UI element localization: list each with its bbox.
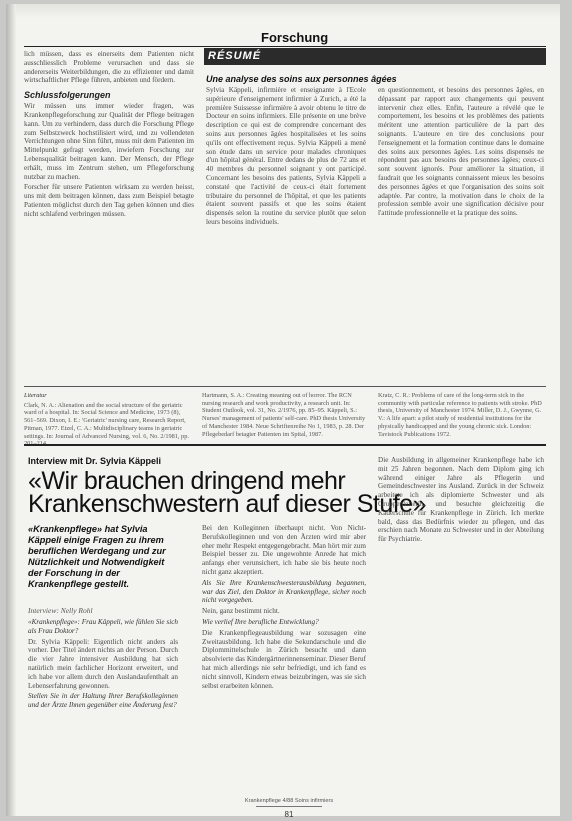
- article-left-column: [24, 50, 194, 380]
- section-title: Forschung: [261, 30, 329, 45]
- references-column-3: [378, 392, 544, 438]
- references-column-2: [202, 392, 366, 438]
- article-paragraph: Wir müssen uns immer wieder fragen, was Krankenpflegeforschung zur Qualität der Pflege beitragen kann. Um zu verhindern, dass durch die Forschung Pflege zum Selbstzweck hochstilisiert wird, und zu vollendeten Verrichtungen ohne Sinn führt, muss mit dem Patienten im Mittelpunkt gefragt werden, inwiefern Forschung zur Lebensqualität beitragen kann. Der Mensch, der Pflege erhält, muss im Zentrum stehen, um Pflegeforschung nutzbar zu machen.: [24, 102, 194, 181]
- interview-headline: «Wir brauchen dringend mehr Krankenschwestern auf dieser Stufe»: [28, 467, 427, 518]
- references-label: Literatur: [24, 392, 47, 399]
- header-rule: [24, 46, 546, 47]
- interview-answer: Nein, ganz bestimmt nicht.: [202, 607, 280, 616]
- resume-text: en questionnement, et besoins des personnes âgées, en dépassant par rapport aux changements qui peuvent intervenir chez elles. Enfin, l'auteure a révélé que le comportement, les besoins et les problèmes des patients méritent une attention particulière de la part des soignants. L'auteure en tire des conclusions pour l'enseignement et la formation continue dans le domaine des soins aux personnes âgées. Les soins dispensés ne répondent pas aux besoins des personnes âgées; ceux-ci sont souvent ignorés. Pour améliorer la situation, il faudrait que les soignants connaissent mieux les besoins des personnes âgées et que l'organisation des soins soit adaptée. Par contre, la motivation dans le choix de la profession semble avoir une signification décisive pour l'attitude professionnelle et la pratique des soins.: [378, 86, 544, 218]
- article-divider: [24, 444, 546, 446]
- footer-rule: [256, 806, 322, 807]
- binding-shadow: [6, 4, 16, 816]
- resume-column-2: [378, 86, 544, 380]
- resume-label: RÉSUMÉ: [208, 50, 262, 62]
- section-heading: Schlussfolgerungen: [24, 90, 111, 101]
- page-shadow: [6, 4, 560, 18]
- interview-column-2: [202, 524, 366, 794]
- article-paragraph: Forscher für unsere Patienten wirksam zu werden heisst, uns mit dem beitragen können, dass zum Beispiel betagte Patienten möglichst durch den Tag gehen können und dies nicht schlafend verbringen müssen.: [24, 183, 194, 218]
- interview-answer: Die Krankenpflegeausbildung war sozusagen eine Zweitausbildung. Ich habe die Sekundarschule und die Diplommittelschule in Zürich besucht und dann absolvierte das Kindergärtnerinnenseminar. Dieser Beruf hat mich allerdings nie sehr befriedigt, und ich fand es nicht sinnvoll, Kindern etwas beizubringen, was sie sich selbst erarbeiten können.: [202, 628, 366, 690]
- interview-kicker: Interview mit Dr. Sylvia Käppeli: [28, 456, 162, 466]
- interview-question: Als Sie Ihre Krankenschwesterausbildung begannen, war das Ziel, den Doktor in Krankenpflege, sicher noch nicht vorgegeben.: [202, 578, 366, 605]
- interview-answer: Bei den Kolleginnen überhaupt nicht. Von Nicht-Berufskolleginnen und von den Ärzten wird mir aber eher mehr Respekt entgegengebracht. Man hört mir zum Beispiel besser zu. Die ungewohnte Anrede hat mich anfangs eher verunsichert, ich habe sie bis heute noch nicht ganz akzeptiert.: [202, 524, 366, 576]
- resume-title: Une analyse des soins aux personnes âgées: [206, 74, 397, 84]
- interview-question: «Krankenpflege»: Frau Käppeli, wie fühlen Sie sich als Frau Doktor?: [28, 618, 178, 635]
- interview-column-3: [378, 456, 544, 794]
- magazine-page: [6, 4, 560, 819]
- resume-column-1: [206, 86, 366, 380]
- interview-answer: Dr. Sylvia Käppeli: Eigentlich nicht anders als vorher. Der Titel ändert nichts an der Person. Durch die vier Jahre intensiver Ausbildung hat sich natürlich mein fachlicher Horizont erweitert, und ich habe vor allem durch den Auslandaufenthalt an Lebenserfahrung gewonnen.: [28, 637, 178, 690]
- article-paragraph: lich müssen, dass es einerseits dem Patienten nicht ausschliesslich Probleme verursachen und dass sie andererseits Weiterbildungen, die zu effizienter und damit wirtschaftlicher Pflege führen, anbieten und fördern.: [24, 50, 194, 85]
- interview-byline: Interview: Nelly Rohl: [28, 606, 93, 615]
- references-column-1: [24, 392, 190, 438]
- interview-question: Wie verlief Ihre berufliche Entwicklung?: [202, 617, 319, 626]
- page-number: 81: [284, 810, 294, 819]
- resume-banner: [204, 48, 546, 65]
- references-rule: [24, 386, 546, 387]
- resume-text: Sylvia Käppeli, infirmière et enseignante à l'Ecole supérieure d'enseignement infirmier à Zurich, a été la première Suissesse infirmière à avoir obtenu le titre de Docteur en soins infirmiers. Elle présente en une brève description ce qui est de comprendre concernant des soins aux personnes âgées hospitalisées et les soins qu'ils ont effectivement reçus. Sylvia Käppeli a mené son étude dans un service pour malades chroniques d'un hôpital général. Entre dedans de plus de 72 ans et 40 membres du personnel soignant y ont participé. Concernant les besoins des patients, Sylvia Käppeli a constaté que l'activité de ceux-ci était fortement tributaire du personnel de l'hôpital, et que les patients étaient souvent passifs et que les soins étaient dispensés selon la routine du service plutôt que selon leurs besoins individuels.: [206, 86, 366, 226]
- reference-entry: Hartmann, S. A.: Creating meaning out of horror. The RCN nursing research and work productivity, a research unit. In: Student Outlook, vol. 31, No. 2/1976, pp. 85–95. Käppeli, S.: Nurses' management of patients' self-care. PhD thesis University of Manchester 1984. Neue Schriftenreihe No 1, 1983, p. 28. Der Pflegebedarf betagter Patienten im Spital, 1987.: [202, 392, 366, 438]
- footer-source: Krankenpflege 4/88 Soins infirmiers: [244, 798, 334, 804]
- reference-entry: Kratz, C. R.: Problems of care of the long-term sick in the community with particular reference to patients with stroke. PhD thesis, University of Manchester 1974. Miller, D. J., Gwynne, G. V.: A life apart: a pilot study of residential institutions for the physically handicapped and the young chronic sick. London: Tavistock Publications 1972.: [378, 392, 542, 438]
- interview-lead: «Krankenpflege» hat Sylvia Käppeli einige Fragen zu ihrem beruflichen Werdegang und zur Nützlichkeit und Notwendigkeit der Forschung in der Krankenpflege gestellt.: [28, 524, 166, 589]
- interview-column-1: [28, 618, 178, 794]
- interview-answer: Die Ausbildung in allgemeiner Krankenpflege habe ich mit 25 Jahren begonnen. Nach dem Diplom ging ich während einiger Jahre als Pflegerin und Gemeindeschwester ins Ausland. Zurück in der Schweiz arbeitete ich als diplomierte Schwester und als Gruppenleiterin, und besuchte gleichzeitig die Kaderschule für Krankenpflege in Zürich. Ich merkte bald, dass das Bedürfnis wieder zu pflegen, und das erschien nach Monate zu Schwester und in der Abteilung für Psychiatrie.: [378, 456, 544, 544]
- interview-question: Stellen Sie in der Haltung Ihrer Berufskolleginnen und der Ärzte Ihnen gegenüber eine Änderung fest?: [28, 692, 178, 710]
- reference-entry: Clark, N. A.: Alienation and the social structure of the geriatric ward of a hospital. In: Social Science and Medicine, 1973 (8), 561–569. Dixon, I. E.: 'Geriatric' nursing care, Research Report, Pitman, 1977. Etzel, C. A.: Multidisciplinary teams in geriatric settings. In: Journal of Advanced Nursing, vol. 6, No. 2/1981, pp.: [24, 401, 189, 440]
